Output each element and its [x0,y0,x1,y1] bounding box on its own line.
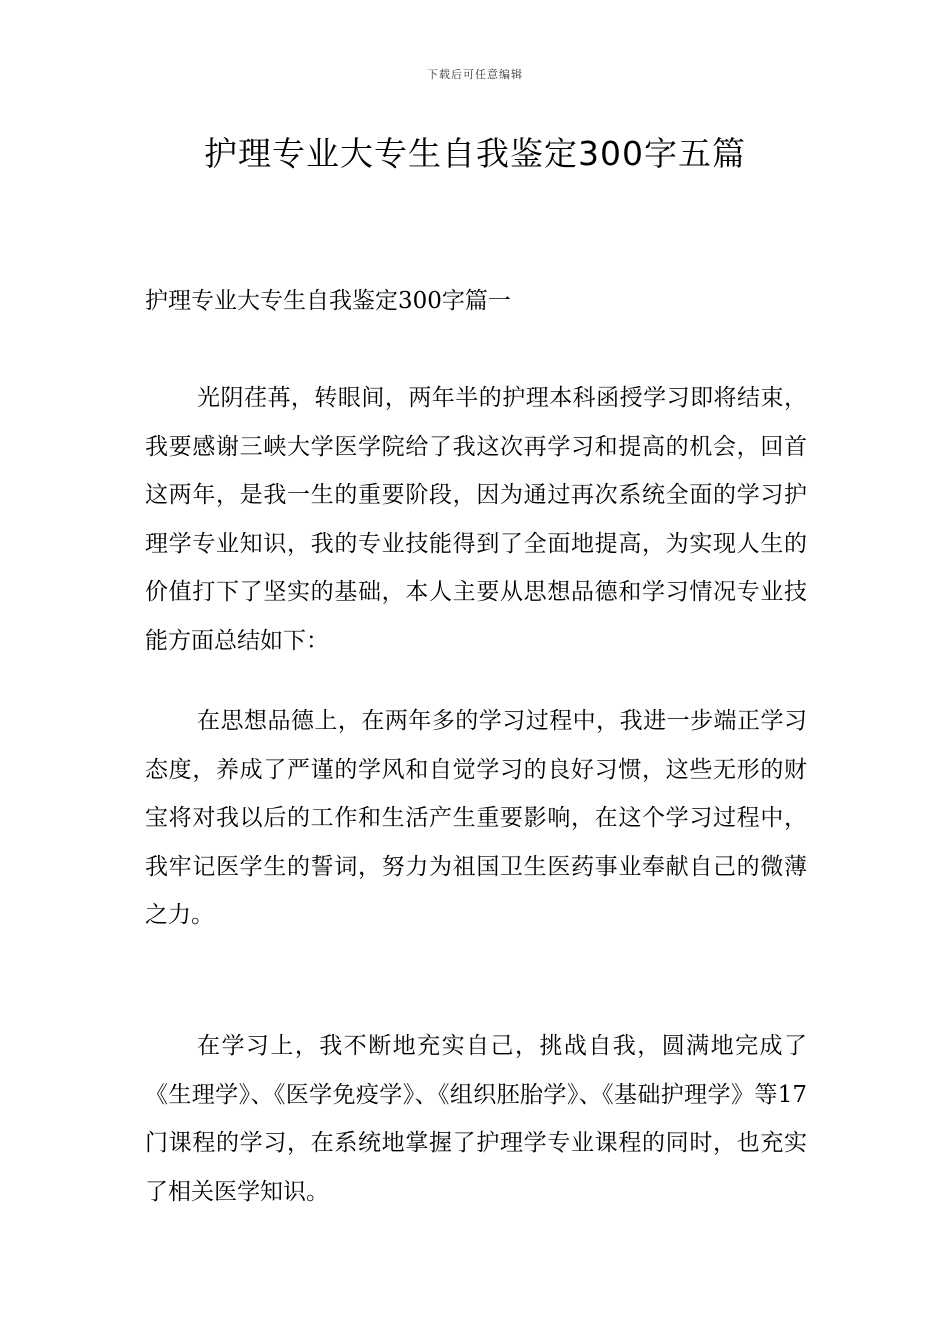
page-header-note: 下载后可任意编辑 [427,68,523,81]
paragraph-morality: 在思想品德上，在两年多的学习过程中，我进一步端正学习态度，养成了严谨的学风和自觉学习的良好习惯，这些无形的财宝将对我以后的工作和生活产生重要影响，在这个学习过程中，我牢记医学生的誓词，努力为祖国卫生医药事业奉献自己的微薄之力。 [145,708,807,928]
document-title: 护理专业大专生自我鉴定300字五篇 [204,134,746,173]
section-heading: 护理专业大专生自我鉴定300字篇一 [145,288,511,314]
paragraph-intro: 光阴荏苒，转眼间，两年半的护理本科函授学习即将结束，我要感谢三峡大学医学院给了我这次再学习和提高的机会，回首这两年，是我一生的重要阶段，因为通过再次系统全面的学习护理学专业知识，我的专业技能得到了全面地提高，为实现人生的价值打下了坚实的基础，本人主要从思想品德和学习情况专业技能方面总结如下： [145,385,807,654]
paragraph-study: 在学习上，我不断地充实自己，挑战自我，圆满地完成了《生理学》、《医学免疫学》、《组织胚胎学》、《基础护理学》等17门课程的学习，在系统地掌握了护理学专业课程的同时，也充实了相关医学知识。 [145,1033,807,1205]
